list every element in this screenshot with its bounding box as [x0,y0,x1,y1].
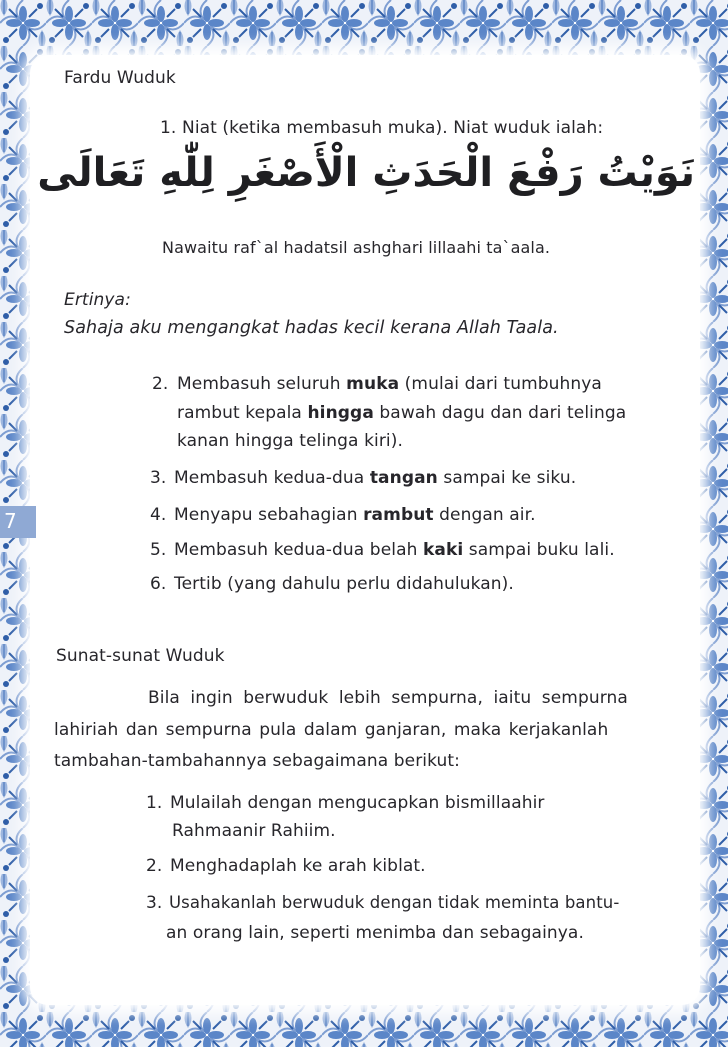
fardu-item-1-text: Niat (ketika membasuh muka). Niat wuduk ialah: [182,118,604,138]
sunat-intro-line-3: tambahan-tambahannya sebagaimana berikut: [54,751,461,771]
fardu-item-4-number: 4. [150,505,167,525]
sunat-item-1-line-2: Rahmaanir Rahiim. [172,821,336,841]
meaning-label: Ertinya: [64,290,131,310]
fardu-item-2-line-1: Membasuh seluruh muka (mulai dari tumbuhnya [177,374,602,394]
sunat-intro-line-2: lahiriah dan sempurna pula dalam ganjaran, maka kerjakanlah [54,720,609,740]
fardu-item-6-text: Tertib (yang dahulu perlu didahulukan). [174,574,514,594]
sunat-item-2-number: 2. [146,856,163,876]
fardu-item-6-number: 6. [150,574,167,594]
niat-arabic-text: نَوَيْتُ رَفْعَ الْحَدَثِ الْأَصْغَرِ لِلّٰهِ تَعَالَى [37,150,695,196]
fardu-item-2-line-2: rambut kepala hingga bawah dagu dan dari telinga [177,403,627,423]
sunat-item-3-number: 3. [146,893,163,913]
sunat-item-1-number: 1. [146,793,163,813]
fardu-item-5-number: 5. [150,540,167,560]
sunat-item-2-text: Menghadaplah ke arah kiblat. [170,856,426,876]
fardu-item-3-text: Membasuh kedua-dua tangan sampai ke siku. [174,468,577,488]
fardu-item-1-number: 1. [160,118,177,138]
meaning-text: Sahaja aku mengangkat hadas kecil kerana Allah Taala. [64,318,559,338]
niat-transliteration: Nawaitu raf`al hadatsil ashghari lillaahi ta`aala. [162,238,551,257]
sunat-intro-line-1: Bila ingin berwuduk lebih sempurna, iaitu sempurna [148,688,628,708]
page-number: 7 [4,509,17,533]
section-heading-sunat-wuduk: Sunat-sunat Wuduk [56,646,225,666]
fardu-item-4-text: Menyapu sebahagian rambut dengan air. [174,505,536,525]
fardu-item-5-text: Membasuh kedua-dua belah kaki sampai buku lali. [174,540,615,560]
sunat-item-3-line-1: Usahakanlah berwuduk dengan tidak meminta bantu- [169,893,620,912]
fardu-item-2-number: 2. [152,374,169,394]
fardu-item-3-number: 3. [150,468,167,488]
sunat-item-1-line-1: Mulailah dengan mengucapkan bismillaahir [170,793,545,813]
sunat-item-3-line-2: an orang lain, seperti menimba dan sebagainya. [166,923,584,943]
fardu-item-2-line-3: kanan hingga telinga kiri). [177,431,403,451]
section-heading-fardu-wuduk: Fardu Wuduk [64,68,176,88]
page-number-tab [0,506,36,538]
